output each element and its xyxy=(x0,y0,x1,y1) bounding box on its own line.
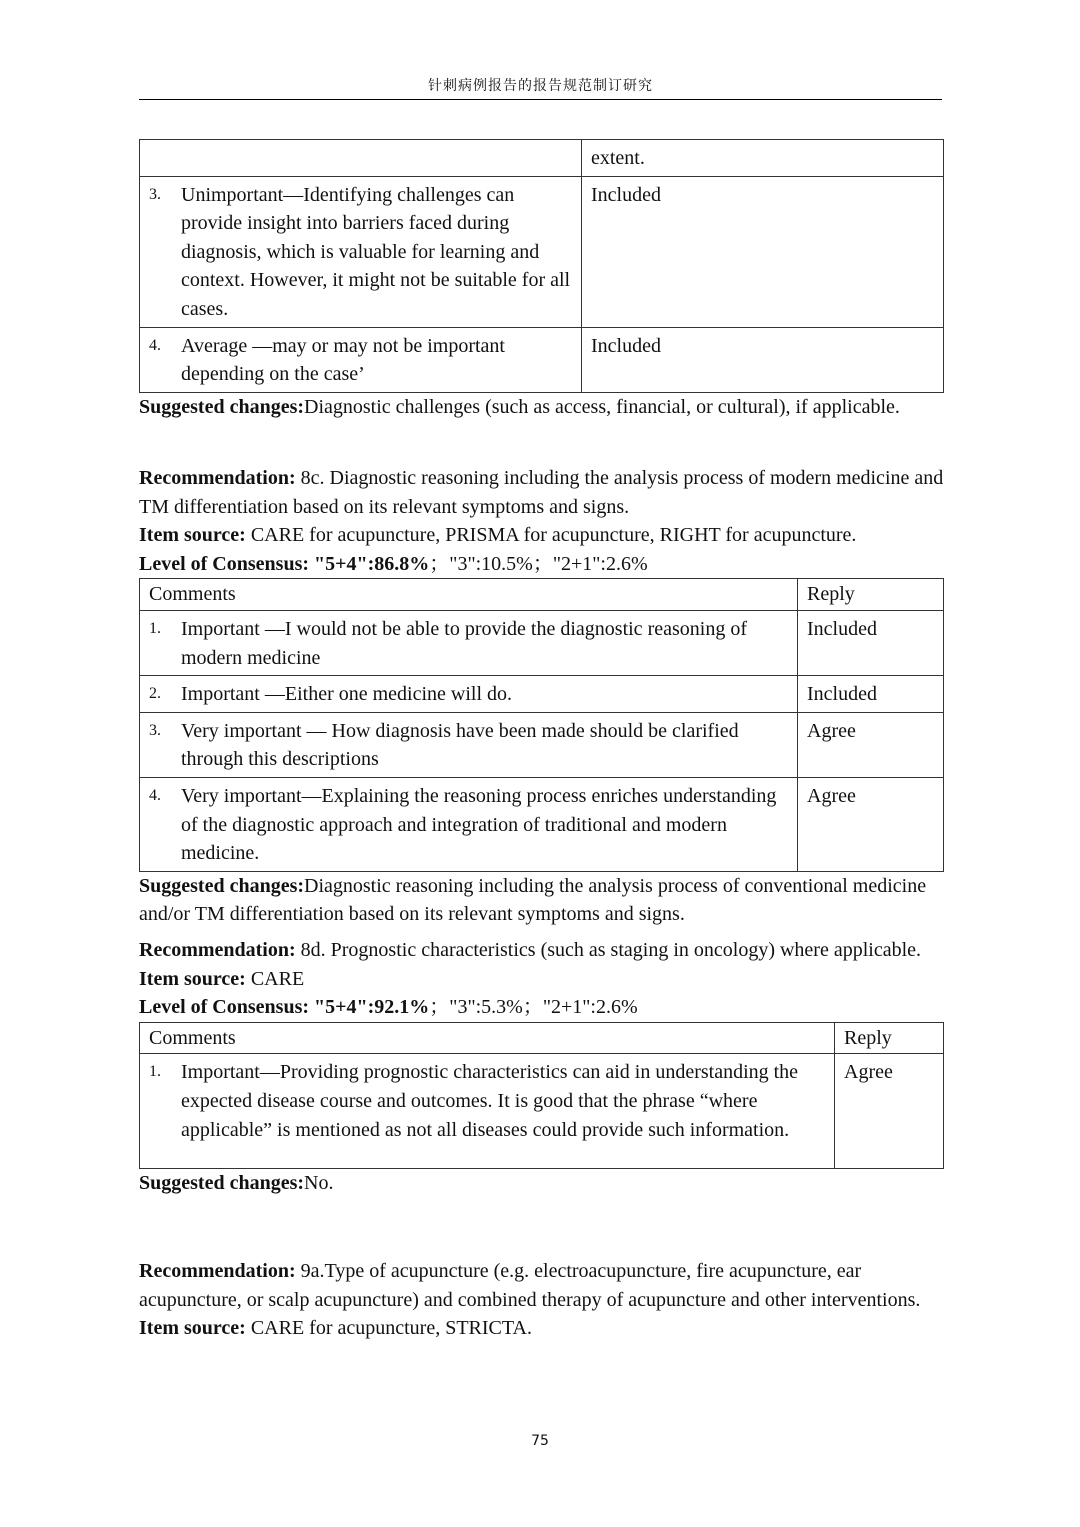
item-source: Item source: CARE for acupuncture, PRISMA for acupuncture, RIGHT for acupuncture. xyxy=(139,524,857,547)
table-row: 3. Very important — How diagnosis have been made should be clarified through this descriptions Agree xyxy=(140,712,944,777)
suggested-changes: Suggested changes:Diagnostic challenges (such as access, financial, or cultural), if applicable. xyxy=(139,395,900,418)
header-rule xyxy=(139,99,942,100)
table-row: 4. Very important—Explaining the reasoning process enriches understanding of the diagnostic approach and integration of traditional and modern medicine. Agree xyxy=(140,777,944,871)
recommendation: Recommendation: 8d. Prognostic characteristics (such as staging in oncology) where applicable. xyxy=(139,939,922,961)
reply-cell: Included xyxy=(582,176,944,327)
table-row xyxy=(140,140,944,177)
suggested-changes: Suggested changes:No. xyxy=(139,1172,334,1195)
table-row xyxy=(140,176,944,327)
recommendation: Recommendation: 8c. Diagnostic reasoning including the analysis process of modern medicine and TM differentiation based on its relevant symptoms and signs. xyxy=(139,467,944,518)
suggested-changes: Suggested changes:Diagnostic reasoning including the analysis process of conventional medicine and/or TM differentiation based on its relevant symptoms and signs. xyxy=(139,874,927,926)
page-number: 75 xyxy=(531,1433,549,1449)
item-source: Item source: CARE xyxy=(139,967,305,990)
reply-cell: extent. xyxy=(582,140,944,177)
comments-table-continued xyxy=(139,139,944,421)
item-number: 3. xyxy=(149,185,161,203)
item-source: Item source: CARE for acupuncture, STRICTA. xyxy=(139,1317,532,1340)
item-number: 4. xyxy=(149,336,161,354)
recommendation-8c xyxy=(139,464,944,929)
table-header-row: Comments Reply xyxy=(140,1022,944,1054)
recommendation: Recommendation: 9a.Type of acupuncture (e.g. electroacupuncture, fire acupuncture, ear acupuncture, or scalp acupuncture) and combined therapy of acupuncture and other interventions. xyxy=(139,1260,921,1311)
level-of-consensus: Level of Consensus: "5+4":86.8%；"3":10.5%；"2+1":2.6% xyxy=(139,552,648,575)
recommendation-8d xyxy=(139,936,944,1198)
reply-cell: Included xyxy=(582,327,944,392)
comments-table xyxy=(139,1022,944,1170)
table-header-row: Comments Reply xyxy=(140,579,944,611)
recommendation-9a xyxy=(139,1257,944,1343)
table-row: 2. Important —Either one medicine will do. Included xyxy=(140,676,944,713)
table-row: 1. Important —I would not be able to provide the diagnostic reasoning of modern medicine Included xyxy=(140,610,944,675)
comments-table xyxy=(139,578,944,871)
table-row: 1. Important—Providing prognostic characteristics can aid in understanding the expected disease course and outcomes. It is good that the phrase “where applicable” is mentioned as not all diseases could provide such information. Agree xyxy=(140,1054,944,1169)
running-header: 针刺病例报告的报告规范制订研究 xyxy=(428,78,653,94)
comment-text: Unimportant—Identifying challenges can provide insight into barriers faced during diagnosis, which is valuable for learning and context. However, it might not be suitable for all cases. xyxy=(181,183,571,320)
comment-text: Average —may or may not be important depending on the case’ xyxy=(181,334,505,386)
table-row xyxy=(140,327,944,392)
level-of-consensus: Level of Consensus: "5+4":92.1%；"3":5.3%；"2+1":2.6% xyxy=(139,996,638,1019)
